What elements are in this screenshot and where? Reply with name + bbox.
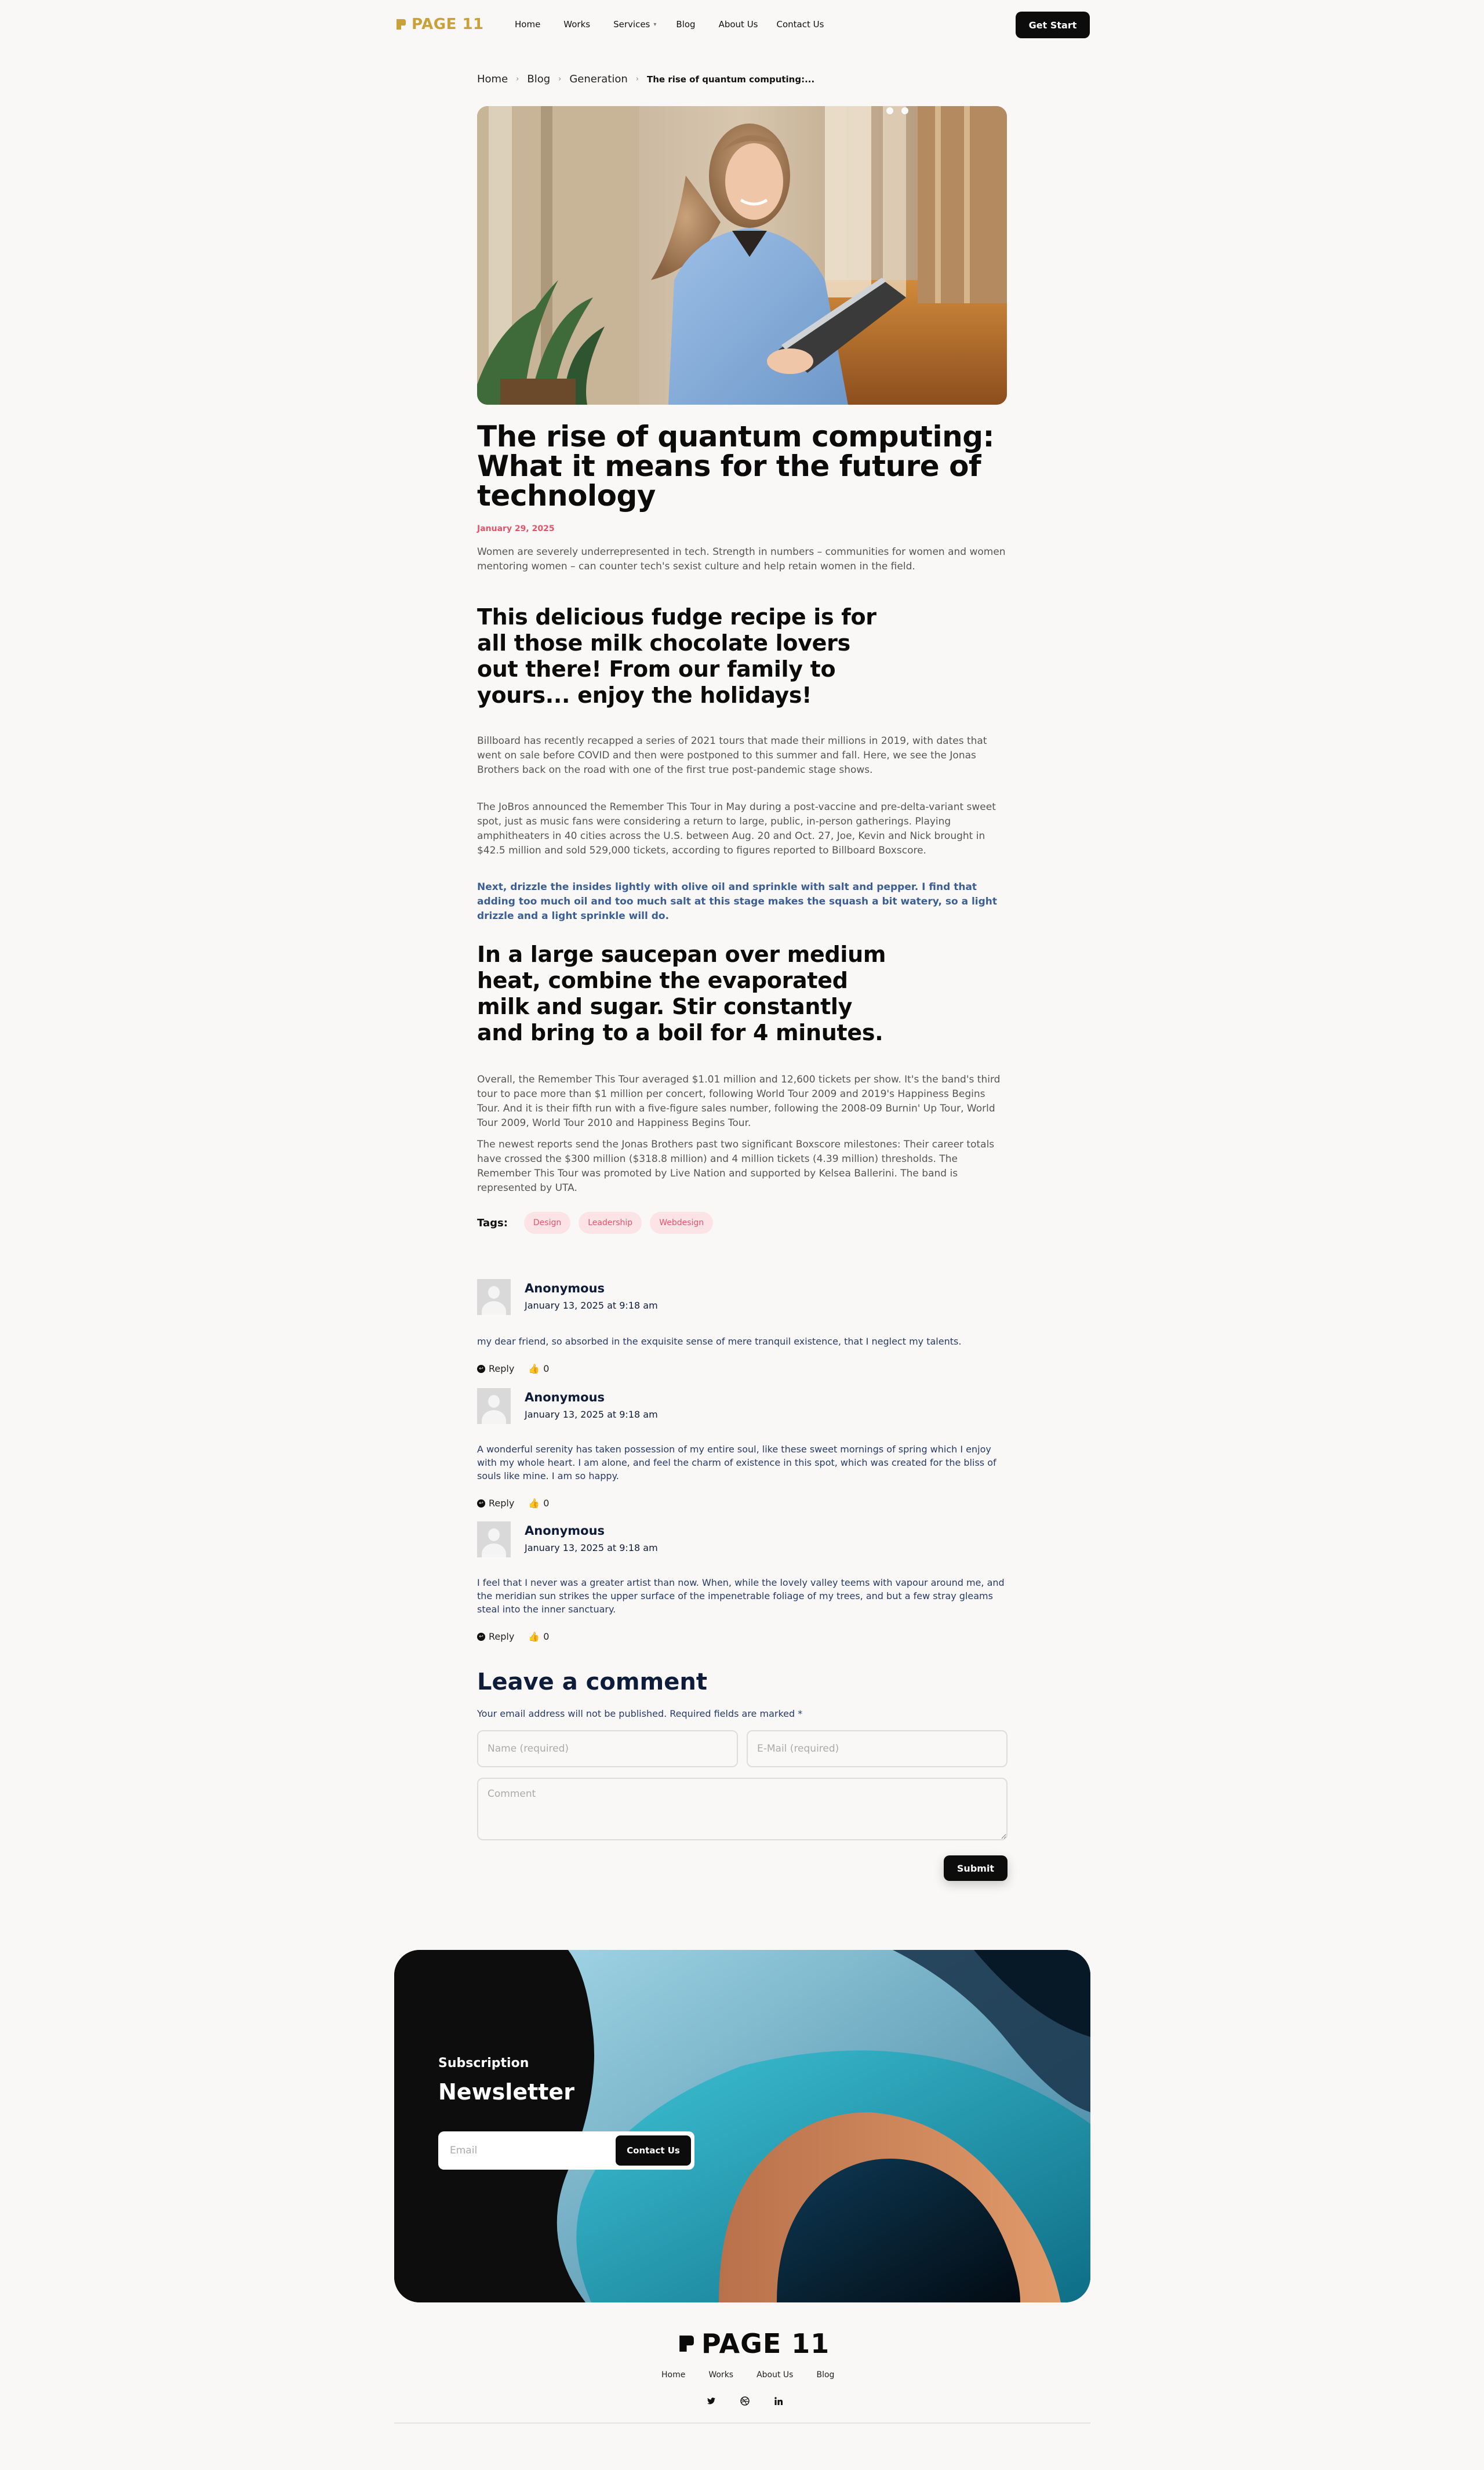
avatar — [477, 1521, 511, 1557]
required-fields-note: Your email address will not be published. Required fields are marked * — [477, 1708, 803, 1719]
tags-label: Tags: — [477, 1216, 508, 1229]
social-links — [704, 2393, 786, 2409]
article-quote: Next, drizzle the insides lightly with olive oil and sprinkle with salt and pepper. I find that adding too much oil and too much salt at this stage makes the squash a bit watery, so a light drizzle and a light sprinkle will do. — [477, 881, 998, 922]
reply-icon: ↩ — [477, 1499, 485, 1508]
footer-nav-about[interactable]: About Us — [756, 2370, 794, 2380]
newsletter-subtitle: Subscription — [438, 2056, 529, 2071]
abstract-waves-graphic — [394, 1950, 1090, 2302]
get-start-button[interactable]: Get Start — [1016, 12, 1090, 38]
comment-date: January 13, 2025 at 9:18 am — [525, 1409, 658, 1420]
footer-nav-works[interactable]: Works — [708, 2370, 734, 2380]
article-title: The rise of quantum computing: What it means for the future of technology — [477, 420, 995, 513]
article-date: January 29, 2025 — [477, 524, 555, 533]
avatar — [477, 1388, 511, 1424]
article-lead: Women are severely underrepresented in tech. Strength in numbers – communities for women and women mentoring women – can counter tech's sexist culture and help retain women in the field. — [477, 546, 1006, 572]
leave-comment-title: Leave a comment — [477, 1669, 707, 1695]
thumbs-up-icon: 👍 — [528, 1631, 540, 1642]
footer-logo[interactable] — [676, 2328, 830, 2359]
like-count: 0 — [543, 1631, 550, 1642]
tag-leadership[interactable]: Leadership — [579, 1212, 642, 1234]
comment-author: Anonymous — [525, 1524, 605, 1538]
submit-button[interactable]: Submit — [944, 1855, 1007, 1881]
nav-item-contact[interactable]: Contact Us — [776, 19, 824, 30]
breadcrumb — [477, 73, 814, 85]
reply-button[interactable] — [477, 1363, 514, 1374]
footer-logo-text: PAGE 11 — [701, 2328, 830, 2359]
nav-item-home[interactable]: Home — [515, 19, 541, 30]
nav-item-blog[interactable]: Blog — [676, 19, 696, 30]
article-paragraph-2: The JoBros announced the Remember This Tour in May during a post-vaccine and pre-delta-variant sweet spot, just as music fans were considering a return to large, public, in-person gatherings. Playing amphitheaters in 40 cities across the U.S. between Aug. 20 and Oct. 27, Joe, Kevin and Nick brought in $42.5 million and sold 529,000 tickets, according to figures reported to Billboard Boxscore. — [477, 801, 996, 856]
nav-item-services-label: Services — [613, 19, 650, 30]
article-paragraph-4: The newest reports send the Jonas Brothers past two significant Boxscore milestones: Their career totals have crossed the $300 million ($318.8 million) and 4 million tickets (4.39 million) thresholds. The Remember This Tour was promoted by Live Nation and supported by Kelsea Ballerini. The band is represented by UTA. — [477, 1139, 995, 1194]
logo-mark-icon — [676, 2334, 696, 2353]
newsletter-form — [438, 2131, 694, 2170]
chevron-down-icon: ▾ — [653, 21, 657, 28]
twitter-icon[interactable] — [704, 2393, 719, 2409]
tag-list — [477, 1212, 713, 1234]
footer-nav-home[interactable]: Home — [661, 2370, 686, 2380]
like-button[interactable] — [528, 1498, 549, 1509]
comment — [477, 1279, 1007, 1374]
nav-item-about[interactable]: About Us — [718, 19, 758, 30]
footer-nav-blog[interactable]: Blog — [816, 2370, 835, 2380]
newsletter-banner — [394, 1950, 1090, 2302]
thumbs-up-icon: 👍 — [528, 1363, 540, 1374]
reply-label: Reply — [489, 1363, 515, 1374]
like-count: 0 — [543, 1363, 550, 1374]
newsletter-title: Newsletter — [438, 2079, 574, 2105]
article-heading-1: This delicious fudge recipe is for all those milk chocolate lovers out there! From our family to yours... enjoy the holidays! — [477, 604, 876, 708]
name-field[interactable] — [477, 1730, 738, 1767]
breadcrumb-generation[interactable]: Generation — [569, 73, 628, 85]
like-count: 0 — [543, 1498, 550, 1509]
reply-label: Reply — [489, 1631, 515, 1642]
breadcrumb-home[interactable]: Home — [477, 73, 508, 85]
article-hero-image — [477, 106, 1007, 405]
chevron-right-icon: › — [516, 75, 519, 83]
comment-author: Anonymous — [525, 1281, 605, 1295]
chevron-right-icon: › — [558, 75, 562, 83]
breadcrumb-current: The rise of quantum computing:... — [646, 74, 815, 85]
comment-text: A wonderful serenity has taken possession of my entire soul, like these sweet mornings of spring which I enjoy with my whole heart. I am alone, and feel the charm of existence in this spot, which was created for the bliss of souls like mine. I am so happy. — [477, 1444, 996, 1481]
reply-icon: ↩ — [477, 1365, 485, 1373]
reply-button[interactable] — [477, 1498, 514, 1509]
article-heading-2: In a large saucepan over medium heat, combine the evaporated milk and sugar. Stir constantly and bring to a boil for 4 minutes. — [477, 942, 886, 1045]
like-button[interactable] — [528, 1363, 549, 1374]
site-logo[interactable] — [394, 14, 484, 35]
comment-date: January 13, 2025 at 9:18 am — [525, 1542, 658, 1553]
logo-text: PAGE 11 — [412, 16, 484, 33]
thumbs-up-icon: 👍 — [528, 1498, 540, 1509]
reply-icon: ↩ — [477, 1633, 485, 1641]
footer-divider — [394, 2422, 1090, 2424]
nav-item-works[interactable]: Works — [563, 19, 591, 30]
chevron-right-icon: › — [635, 75, 639, 83]
linkedin-icon[interactable] — [771, 2393, 786, 2409]
main-nav — [515, 17, 824, 31]
reply-label: Reply — [489, 1498, 515, 1509]
comment — [477, 1521, 1007, 1642]
breadcrumb-blog[interactable]: Blog — [527, 73, 551, 85]
dribbble-icon[interactable] — [737, 2393, 752, 2409]
hero-photo — [477, 106, 1007, 405]
comment-author: Anonymous — [525, 1390, 605, 1404]
tag-webdesign[interactable]: Webdesign — [650, 1212, 713, 1234]
nav-item-services[interactable] — [613, 17, 656, 31]
newsletter-email-input[interactable] — [450, 2145, 616, 2156]
reply-button[interactable] — [477, 1631, 514, 1642]
comment-date: January 13, 2025 at 9:18 am — [525, 1300, 658, 1311]
comment-text: I feel that I never was a greater artist than now. When, while the lovely valley teems with vapour around me, and the meridian sun strikes the upper surface of the impenetrable foliage of my trees, and but a few stray gleams steal into the inner sanctuary. — [477, 1577, 1005, 1615]
email-field[interactable] — [747, 1730, 1007, 1767]
comment-text: my dear friend, so absorbed in the exquisite sense of mere tranquil existence, that I neglect my talents. — [477, 1336, 962, 1347]
avatar — [477, 1279, 511, 1315]
tag-design[interactable]: Design — [524, 1212, 570, 1234]
comment — [477, 1388, 1007, 1509]
footer-nav — [661, 2370, 834, 2380]
article-paragraph-1: Billboard has recently recapped a series of 2021 tours that made their millions in 2019, with dates that went on sale before COVID and then were postponed to this summer and fall. Here, we see the Jonas Brothers back on the road with one of the first true post-pandemic stage shows. — [477, 735, 987, 776]
logo-mark-icon — [394, 18, 407, 31]
comment-textarea[interactable] — [477, 1778, 1007, 1840]
article-paragraph-3: Overall, the Remember This Tour averaged $1.01 million and 12,600 tickets per show. It's the band's third tour to pace more than $1 million per concert, following World Tour 2009 and 2019's Happiness Begins Tour. And it is their fifth run with a five-figure sales number, following the 2008-09 Burnin' Up Tour, World Tour 2009, World Tour 2010 and Happiness Begins Tour. — [477, 1074, 1001, 1129]
newsletter-contact-button[interactable]: Contact Us — [616, 2135, 691, 2166]
like-button[interactable] — [528, 1631, 549, 1642]
